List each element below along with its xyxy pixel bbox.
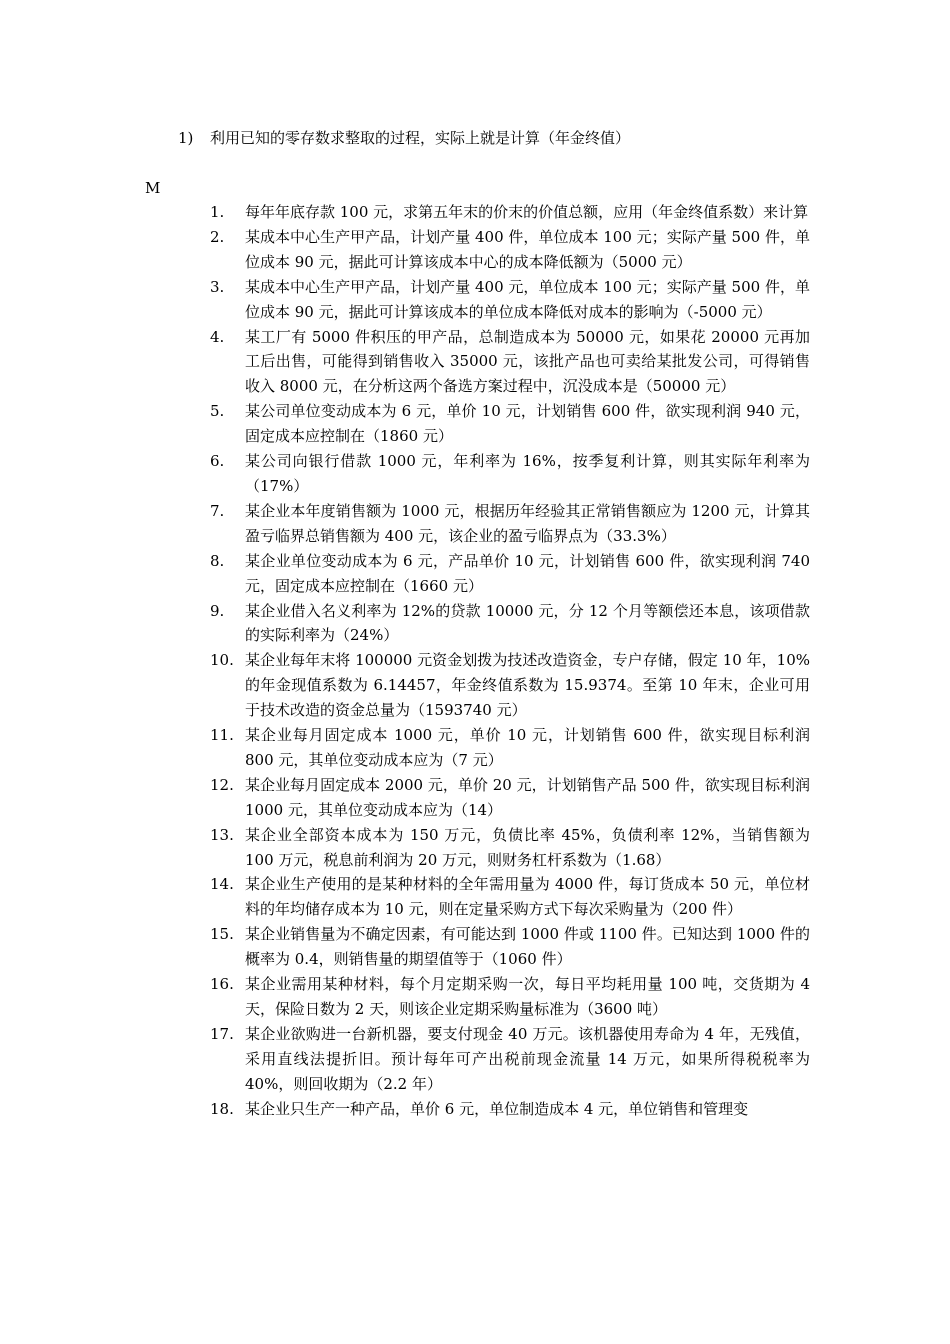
list-item-text: 某成本中心生产甲产品，计划产量 400 元，单位成本 100 元；实际产量 500 件，单位成本 90 元，据此可计算该成本的单位成本降低对成本的影响为（-5000 元） xyxy=(245,277,810,321)
list-item-text: 某企业只生产一种产品，单价 6 元，单位制造成本 4 元，单位销售和管理变 xyxy=(245,1099,749,1118)
list-item xyxy=(210,399,810,449)
intro-text: 利用已知的零存数求整取的过程，实际上就是计算（年金终值） xyxy=(210,129,631,147)
list-item xyxy=(210,972,810,1022)
list-item-number: 7. xyxy=(210,501,225,520)
list-item xyxy=(210,1097,810,1122)
list-item-number: 3. xyxy=(210,277,225,296)
list-item-number: 16. xyxy=(210,975,234,994)
list-item-number: 9. xyxy=(210,601,225,620)
list-item-text: 某企业每年末将 100000 元资金划拨为技述改造资金，专户存储，假定 10 年，10%的年金现值系数为 6.14457，年金终值系数为 15.9374。至第 10 年末，企业可用于技术改造的资金总量为（1593740 元） xyxy=(245,651,810,720)
list-item-text: 某企业欲购进一台新机器，要支付现金 40 万元。该机器使用寿命为 4 年，无残值，采用直线法提折旧。预计每年可产出税前现金流量 14 万元，如果所得税税率为 40%，则回收期为（2.2 年） xyxy=(245,1024,810,1093)
list-item xyxy=(210,1022,810,1097)
list-item-text: 某公司向银行借款 1000 元，年利率为 16%，按季复利计算，则其实际年利率为（17%） xyxy=(245,452,810,495)
list-item-text: 某企业销售量为不确定因素，有可能达到 1000 件或 1100 件。已知达到 1000 件的概率为 0.4，则销售量的期望值等于（1060 件） xyxy=(245,925,810,969)
list-item-text: 某企业全部资本成本为 150 万元，负债比率 45%，负债利率 12%，当销售额为 100 万元，税息前利润为 20 万元，则财务杠杆系数为（1.68） xyxy=(245,825,810,869)
list-item-number: 11. xyxy=(210,726,234,745)
list-item-text: 某企业每月固定成本 1000 元，单价 10 元，计划销售 600 件，欲实现目标利润 800 元，其单位变动成本应为（7 元） xyxy=(245,726,810,769)
list-item-number: 17. xyxy=(210,1024,234,1043)
list-item xyxy=(210,499,810,549)
list-item xyxy=(210,449,810,499)
list-item-number: 13. xyxy=(210,825,234,844)
list-item-number: 5. xyxy=(210,402,225,421)
list-item xyxy=(210,648,810,723)
list-item-number: 8. xyxy=(210,551,225,570)
list-item xyxy=(210,723,810,773)
list-item-number: 18. xyxy=(210,1099,234,1118)
list-item-number: 15. xyxy=(210,925,234,944)
list-item xyxy=(210,922,810,972)
list-item xyxy=(210,200,810,225)
list-item xyxy=(210,225,810,275)
list-item xyxy=(210,823,810,873)
list-item xyxy=(210,872,810,922)
intro-number: 1) xyxy=(178,129,194,147)
list-item-number: 14. xyxy=(210,875,234,894)
list-item-number: 2. xyxy=(210,227,225,246)
list-item-text: 某企业本年度销售额为 1000 元，根据历年经验其正常销售额应为 1200 元，计算其盈亏临界总销售额为 400 元，该企业的盈亏临界点为（33.3%） xyxy=(245,501,810,545)
list-item xyxy=(210,275,810,325)
list-item-number: 6. xyxy=(210,452,225,471)
list-item-text: 某企业每月固定成本 2000 元，单价 20 元，计划销售产品 500 件，欲实现目标利润 1000 元，其单位变动成本应为（14） xyxy=(245,775,810,819)
section-marker: M xyxy=(145,179,161,197)
list-item-text: 某成本中心生产甲产品，计划产量 400 件，单位成本 100 元；实际产量 500 件，单位成本 90 元，据此可计算该成本中心的成本降低额为（5000 元） xyxy=(245,227,810,271)
intro-line xyxy=(178,126,630,151)
list-item xyxy=(210,549,810,599)
list-item xyxy=(210,599,810,649)
list-item-number: 4. xyxy=(210,327,225,346)
list-item-text: 某企业借入名义利率为 12%的贷款 10000 元，分 12 个月等额偿还本息，该项借款的实际利率为（24%） xyxy=(245,601,810,645)
list-item-text: 某工厂有 5000 件积压的甲产品，总制造成本为 50000 元，如果花 20000 元再加工后出售，可能得到销售收入 35000 元，该批产品也可卖给某批发公司，可得销售收入 8000 元，在分析这两个备选方案过程中，沉没成本是（50000 元） xyxy=(245,327,810,396)
list-item-text: 每年年底存款 100 元，求第五年末的价末的价值总额，应用（年金终值系数）来计算 xyxy=(245,203,809,221)
list-item-number: 10. xyxy=(210,651,234,670)
list-item-text: 某公司单位变动成本为 6 元，单价 10 元，计划销售 600 件，欲实现利润 940 元，固定成本应控制在（1860 元） xyxy=(245,402,810,446)
list-item xyxy=(210,773,810,823)
list-item-number: 12. xyxy=(210,775,234,794)
list-item-text: 某企业需用某种材料，每个月定期采购一次，每日平均耗用量 100 吨，交货期为 4 天，保险日数为 2 天，则该企业定期采购量标准为（3600 吨） xyxy=(245,975,810,1018)
list-item xyxy=(210,325,810,400)
question-list xyxy=(210,200,810,1122)
list-item-text: 某企业生产使用的是某种材料的全年需用量为 4000 件，每订货成本 50 元，单位材料的年均储存成本为 10 元，则在定量采购方式下每次采购量为（200 件） xyxy=(245,875,810,919)
list-item-number: 1. xyxy=(210,203,225,221)
list-item-text: 某企业单位变动成本为 6 元，产品单价 10 元，计划销售 600 件，欲实现利润 740 元，固定成本应控制在（1660 元） xyxy=(245,551,810,595)
